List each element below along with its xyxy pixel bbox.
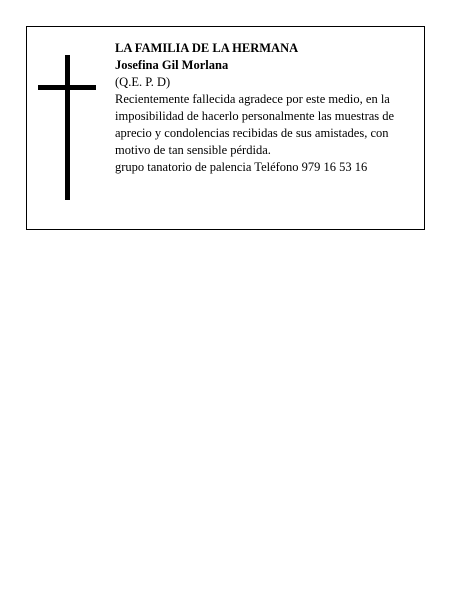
deceased-name: Josefina Gil Morlana (115, 58, 229, 72)
notice-message: Recientemente fallecida agradece por este medio, en la imposibilidad de hacerlo personalmente las muestras de aprecio y condolencias recibidas de sus amistades, con motivo de tan sensible pérdida. (115, 92, 395, 157)
cross-icon (37, 55, 97, 200)
notice-heading: LA FAMILIA DE LA HERMANA (115, 41, 299, 55)
cross-vertical-bar (65, 55, 70, 200)
obituary-notice (26, 26, 425, 230)
cross-horizontal-bar (38, 85, 96, 90)
funeral-home-contact: grupo tanatorio de palencia Teléfono 979 16 53 16 (115, 160, 368, 174)
notice-text (115, 40, 421, 176)
qepd-label: (Q.E. P. D) (115, 75, 171, 89)
